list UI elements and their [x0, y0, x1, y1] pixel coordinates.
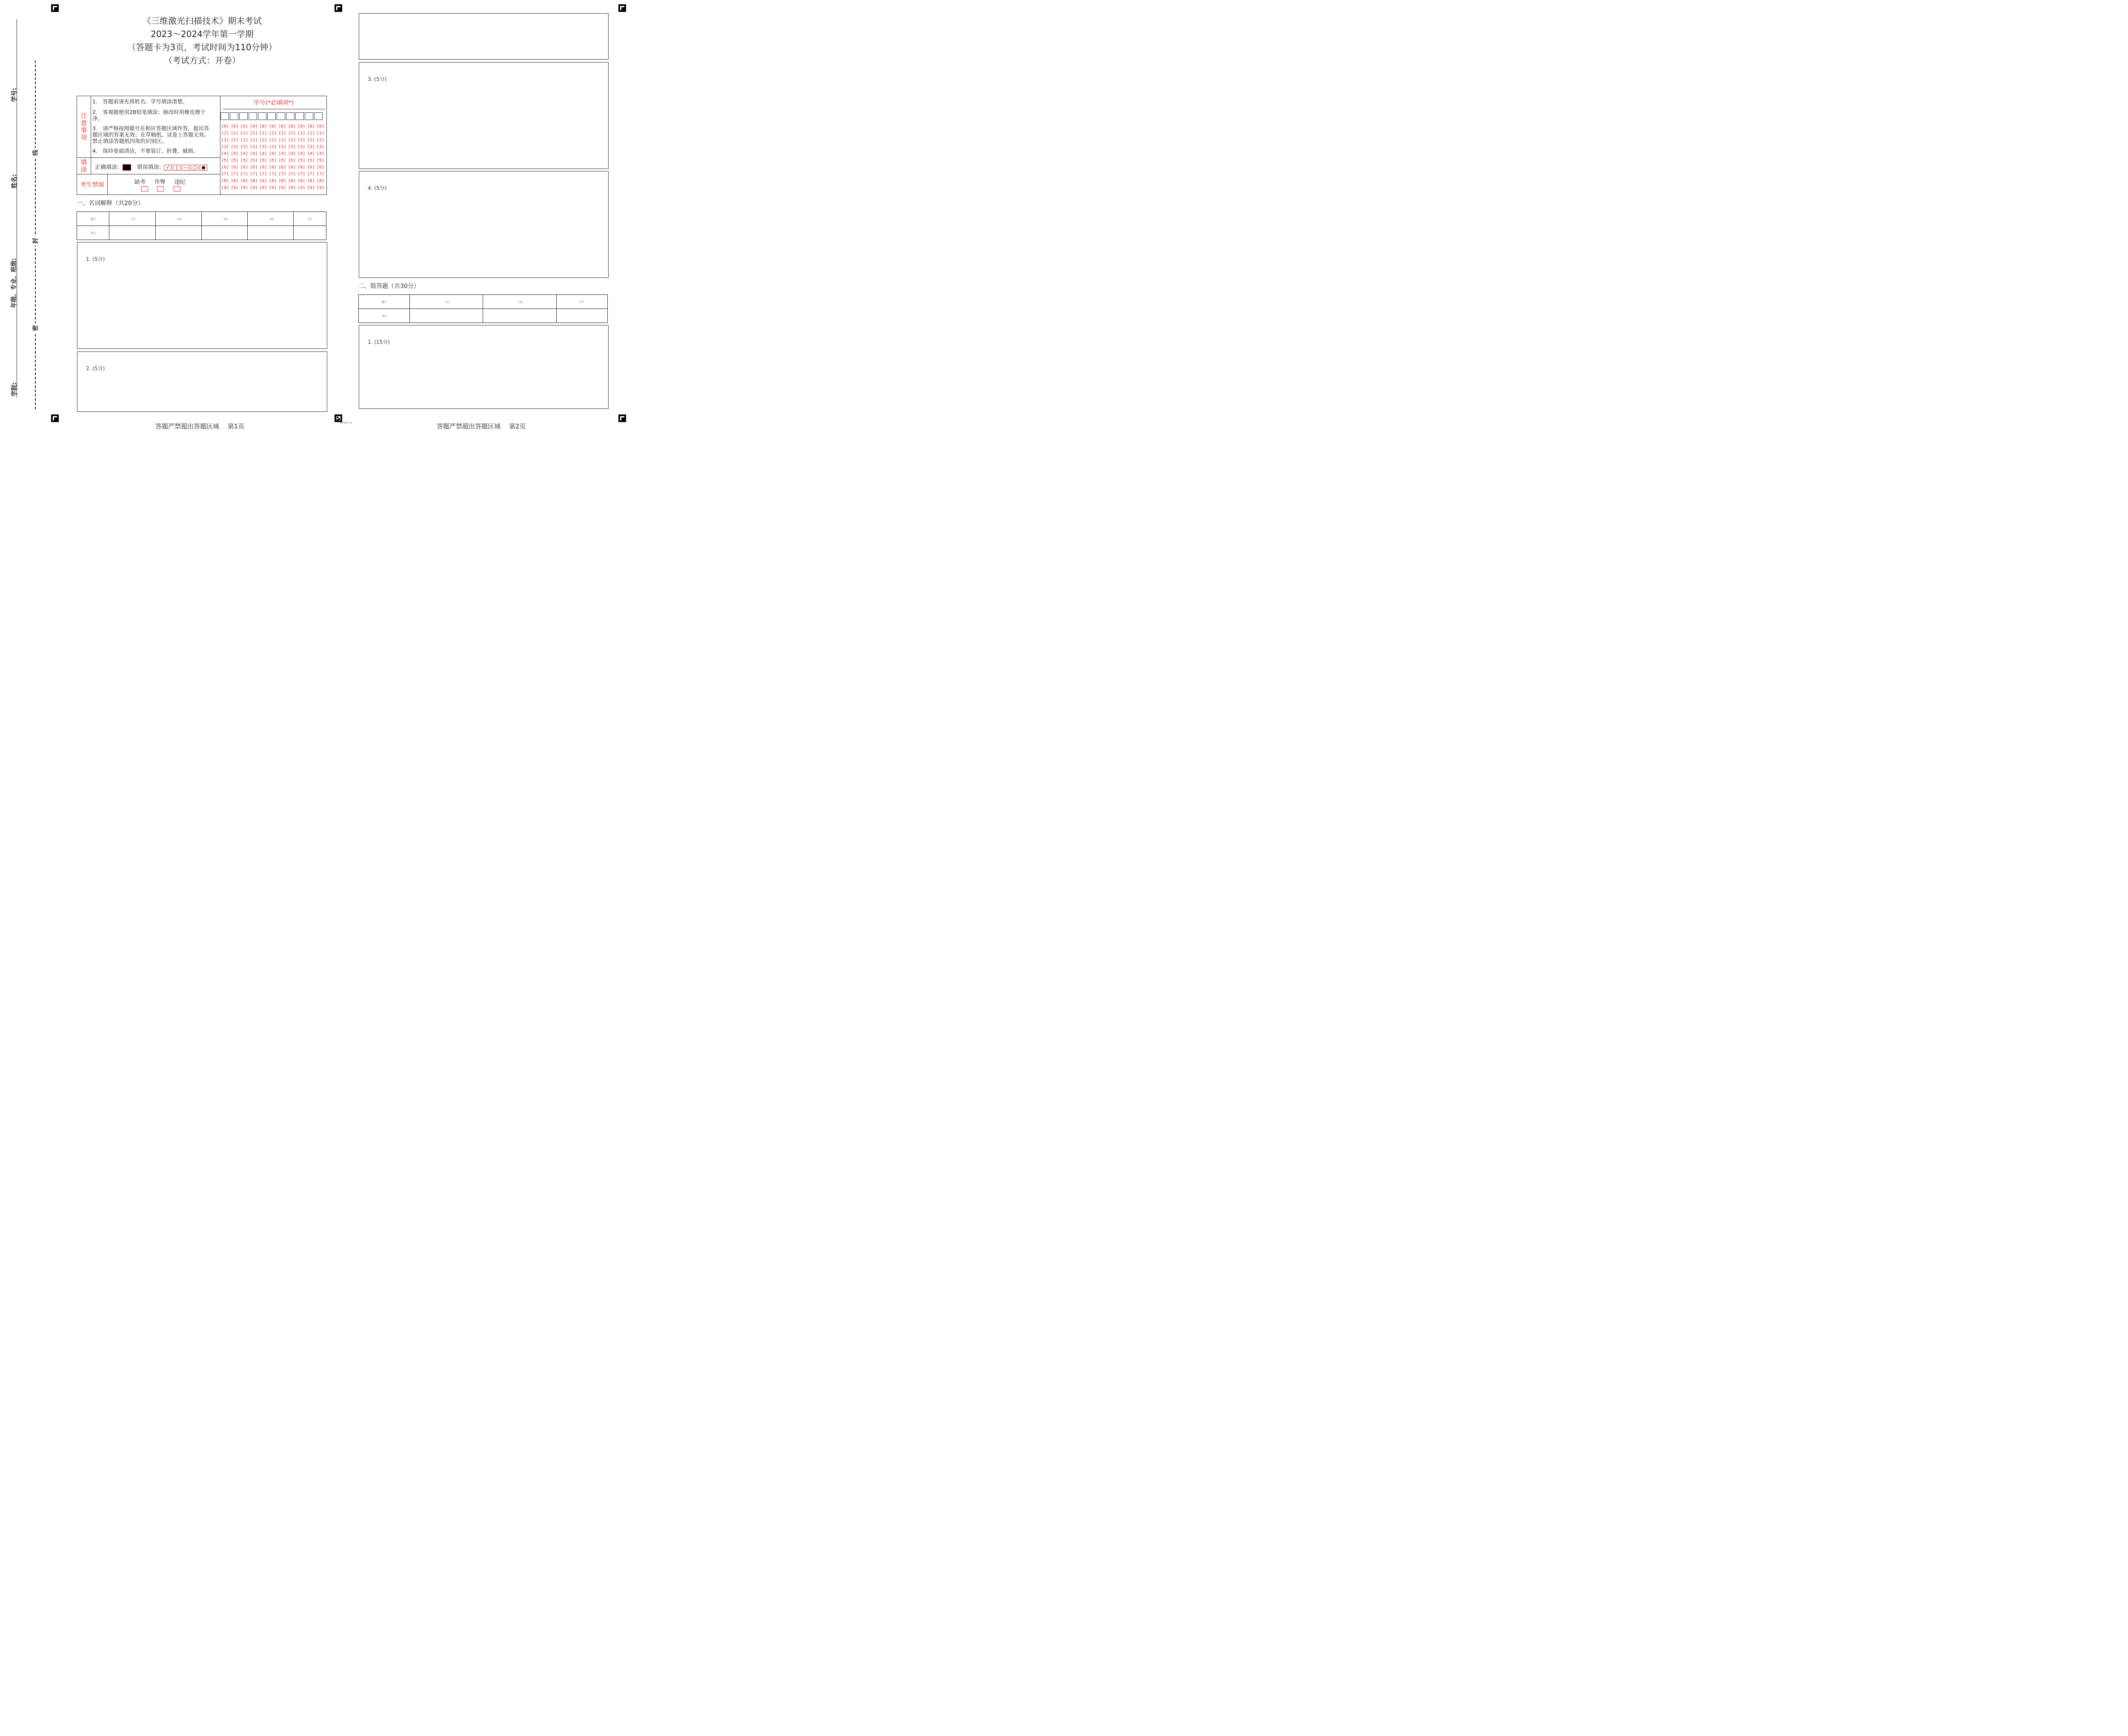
student-id-bubble[interactable]: [5] [297, 158, 306, 163]
student-id-bubble[interactable]: [5] [269, 158, 277, 163]
student-id-bubble[interactable]: [4] [221, 151, 229, 156]
student-id-bubble[interactable]: [1] [317, 131, 325, 136]
student-id-bubble[interactable]: [3] [317, 145, 325, 149]
student-id-bubble[interactable]: [7] [269, 172, 277, 177]
student-id-bubble[interactable]: [4] [307, 151, 315, 156]
answer-box-s1q3[interactable] [359, 62, 609, 169]
student-id-bubble[interactable]: [4] [259, 151, 267, 156]
student-id-bubble[interactable]: [6] [250, 165, 258, 170]
student-id-bubble[interactable]: [7] [259, 172, 267, 177]
score-header-cell: 合计 [294, 212, 326, 226]
student-id-bubble[interactable]: [4] [288, 151, 296, 156]
student-id-bubble[interactable]: [8] [250, 179, 258, 183]
exam-mode: （考试方式：开卷） [164, 55, 240, 66]
answer-box-s2q1[interactable] [359, 325, 609, 409]
corner-marker-top-middle [335, 4, 342, 12]
question-label: 3. (5分) [368, 76, 387, 82]
student-id-bubble[interactable]: [1] [231, 131, 239, 136]
student-id-bubble[interactable]: [3] [240, 145, 248, 149]
student-id-cell[interactable] [267, 112, 276, 120]
prohibit-absent-label: 缺考 [134, 179, 146, 186]
student-id-bubble[interactable]: [8] [307, 179, 315, 183]
label-class: 年级、专业、班级: [11, 258, 17, 308]
student-id-bubble[interactable]: [8] [231, 179, 239, 183]
student-id-bubble[interactable]: [3] [259, 145, 267, 149]
student-id-cell[interactable] [305, 112, 313, 120]
section2-title: 二、简答题（共30分） [358, 283, 420, 290]
prohibit-cheat-box[interactable] [157, 186, 164, 191]
prohibit-violation-label: 违纪 [174, 179, 186, 186]
student-id-bubble[interactable]: [2] [297, 138, 306, 143]
score-header-cell: 二(1) [410, 295, 483, 309]
student-id-bubble[interactable]: [6] [221, 165, 229, 170]
student-id-bubble[interactable]: [5] [250, 158, 258, 163]
question-label: 4. (5分) [368, 185, 387, 191]
corner-marker-bottom-right [618, 414, 626, 422]
student-id-bubble[interactable]: [3] [278, 145, 286, 149]
label-college: 学院: [11, 382, 18, 397]
exam-term: 2023～2024学年第一学期 [151, 29, 254, 39]
score-cell[interactable] [483, 309, 556, 323]
fill-heading: 填涂 [80, 158, 87, 173]
answer-box-s1q2[interactable] [77, 351, 327, 412]
student-id-bubble[interactable]: [5] [240, 158, 248, 163]
student-id-bubble[interactable]: [1] [259, 131, 267, 136]
student-id-bubble[interactable]: [7] [307, 172, 315, 177]
score-header-cell: 一(4) [248, 212, 294, 226]
student-id-digit-column [288, 123, 296, 191]
student-id-bubble[interactable]: [6] [269, 165, 277, 170]
wrong-fill-dash: — [182, 165, 189, 171]
exam-title: 《三维激光扫描技术》期末考试 [143, 16, 262, 26]
student-id-bubble[interactable]: [2] [240, 138, 248, 143]
margin-char-line: 线 [31, 148, 40, 157]
student-id-bubble[interactable]: [5] [221, 158, 229, 163]
student-id-bubble[interactable]: [8] [240, 179, 248, 183]
student-id-bubble[interactable]: [5] [317, 158, 325, 163]
score-header-cell: 一(1) [109, 212, 155, 226]
student-id-bubble[interactable]: [4] [240, 151, 248, 156]
student-id-cell[interactable] [286, 112, 295, 120]
student-id-bubble[interactable]: [3] [307, 145, 315, 149]
margin-dashed-line [35, 60, 36, 409]
student-id-bubble[interactable]: [6] [297, 165, 306, 170]
score-cell[interactable] [109, 226, 155, 240]
student-id-bubble[interactable]: [3] [231, 145, 239, 149]
student-id-bubble[interactable]: [9] [269, 186, 277, 190]
student-id-digit-column [260, 123, 267, 191]
student-id-cell[interactable] [239, 112, 248, 120]
student-id-bubble[interactable]: [1] [288, 131, 296, 136]
student-id-digit-column [250, 123, 257, 191]
section1-title: 一、名词解释（共20分） [77, 200, 144, 207]
student-id-bubble[interactable]: [1] [250, 131, 258, 136]
answer-box-s1q4[interactable] [359, 171, 609, 278]
corner-marker-bottom-left [51, 414, 59, 422]
student-id-cell[interactable] [249, 112, 257, 120]
footer-page1: 答题严禁超出答题区域 第1页 [155, 423, 245, 430]
margin-char-secret: 密 [31, 323, 40, 333]
score-cell[interactable] [294, 226, 326, 240]
student-id-digit-column [240, 123, 248, 191]
student-id-bubble[interactable]: [7] [250, 172, 258, 177]
student-id-bubble[interactable]: [7] [240, 172, 248, 177]
score-cell[interactable] [201, 226, 247, 240]
student-id-bubble[interactable]: [0] [288, 124, 296, 129]
student-id-bubble[interactable]: [8] [297, 179, 306, 183]
student-id-bubble[interactable]: [8] [288, 179, 296, 183]
answer-box-s1q1[interactable] [77, 242, 327, 349]
student-id-bubble[interactable]: [2] [250, 138, 258, 143]
student-id-bubble[interactable]: [8] [259, 179, 267, 183]
student-id-bubble[interactable]: [6] [288, 165, 296, 170]
score-cell[interactable] [556, 309, 607, 323]
student-id-bubble[interactable]: [0] [317, 124, 325, 129]
student-id-bubble[interactable]: [8] [317, 179, 325, 183]
student-id-bubble[interactable]: [0] [297, 124, 306, 129]
student-id-digit-column [307, 123, 315, 191]
notice-block [77, 96, 327, 195]
student-id-digit-column [297, 123, 305, 191]
label-student-no: 学号: [11, 88, 18, 102]
student-id-bubble[interactable]: [4] [231, 151, 239, 156]
student-id-bubble[interactable]: [6] [278, 165, 286, 170]
wrong-fill-check: √ [164, 165, 172, 171]
student-id-bubble[interactable]: [7] [231, 172, 239, 177]
student-id-bubble[interactable]: [2] [317, 138, 325, 143]
student-id-bubble[interactable]: [2] [269, 138, 277, 143]
student-id-bubble[interactable]: [9] [240, 186, 248, 190]
score-header-cell: 一(3) [201, 212, 247, 226]
notice-heading: 注意事项 [80, 112, 87, 141]
student-id-bubble[interactable]: [8] [221, 179, 229, 183]
student-id-bubble[interactable]: [0] [250, 124, 258, 129]
prohibit-heading: 考生禁填 [80, 181, 104, 188]
student-id-bubble[interactable]: [2] [307, 138, 315, 143]
student-id-bubble[interactable]: [7] [317, 172, 325, 177]
margin-char-seal: 封 [31, 236, 40, 246]
exam-pages-note: （答题卡为3页，考试时间为110分钟） [127, 42, 277, 52]
corner-marker-bottom-middle [335, 414, 342, 422]
student-id-bubble[interactable]: [9] [288, 186, 296, 190]
prohibit-absent-box[interactable] [141, 186, 148, 191]
student-id-bubble[interactable]: [7] [288, 172, 296, 177]
student-id-bubble[interactable]: [0] [221, 124, 229, 129]
fill-example-row [95, 163, 207, 171]
student-id-bubble[interactable]: [9] [221, 186, 229, 190]
student-id-bubble[interactable]: [0] [231, 124, 239, 129]
student-id-bubble[interactable]: [2] [278, 138, 286, 143]
student-id-bubble[interactable]: [8] [269, 179, 277, 183]
notice-item: 2. 客观题使用2B铅笔填涂；修改时用橡皮擦干净。 [92, 109, 206, 122]
student-id-digit-column [231, 123, 238, 191]
student-id-bubble[interactable]: [3] [269, 145, 277, 149]
student-id-bubble[interactable]: [7] [278, 172, 286, 177]
student-id-bubble[interactable]: [3] [250, 145, 258, 149]
student-id-digit-column [278, 123, 286, 191]
question-label: 2. (5分) [86, 365, 105, 371]
correct-fill-label: 正确填涂: [95, 164, 119, 171]
student-id-bubble[interactable]: [5] [278, 158, 286, 163]
student-id-bubble[interactable]: [3] [288, 145, 296, 149]
student-id-bubble[interactable]: [0] [240, 124, 248, 129]
student-id-bubble[interactable]: [1] [297, 131, 306, 136]
student-id-cell[interactable] [295, 112, 304, 120]
wrong-fill-dot: ● [200, 165, 207, 171]
student-id-bubble[interactable]: [4] [317, 151, 325, 156]
score-header-cell: 一(2) [155, 212, 201, 226]
student-id-input-row[interactable] [220, 112, 323, 120]
student-id-bubble[interactable]: [3] [221, 145, 229, 149]
wrong-fill-circle: ○ [191, 165, 198, 171]
student-id-bubble[interactable]: [6] [317, 165, 325, 170]
student-id-digit-column [317, 123, 324, 191]
notice-item: 4. 保持卷面清洁，不要装订、折叠、破损。 [92, 148, 199, 154]
footer-page2: 答题严禁超出答题区域 第2页 [437, 423, 526, 430]
section2-score-table [358, 294, 608, 323]
section1-score-table [77, 211, 326, 240]
student-id-bubble[interactable]: [9] [307, 186, 315, 190]
student-id-bubble[interactable]: [0] [278, 124, 286, 129]
student-id-bubble[interactable]: [1] [240, 131, 248, 136]
student-id-bubble[interactable]: [8] [278, 179, 286, 183]
student-id-bubble[interactable]: [6] [259, 165, 267, 170]
question-label: 1. (5分) [86, 256, 105, 262]
student-id-bubble[interactable]: [9] [231, 186, 239, 190]
correct-fill-sample [123, 164, 131, 171]
score-header-cell: 二(2) [483, 295, 556, 309]
student-id-bubble[interactable]: [0] [269, 124, 277, 129]
student-id-bubble[interactable]: [1] [269, 131, 277, 136]
notice-item: 3. 请严格按照题号在相应答题区域作答，超出答题区域的答案无效；在草稿纸、试卷上答题无效。禁止填涂答题纸四角的识别区。 [92, 125, 210, 144]
student-id-bubble[interactable]: [3] [297, 145, 306, 149]
student-id-bubble[interactable]: [4] [250, 151, 258, 156]
prohibit-violation-box[interactable] [174, 186, 180, 191]
student-id-bubble[interactable]: [9] [250, 186, 258, 190]
student-id-bubble[interactable]: [0] [307, 124, 315, 129]
label-name: 姓名: [11, 174, 18, 188]
corner-marker-top-left [51, 4, 59, 12]
wrong-fill-bar: | [173, 165, 180, 171]
student-id-cell[interactable] [277, 112, 285, 120]
student-id-heading: 学号(*必填项*) [253, 100, 294, 106]
student-id-bubble[interactable]: [1] [278, 131, 286, 136]
student-id-cell[interactable] [220, 112, 229, 120]
student-id-bubble[interactable]: [9] [317, 186, 325, 190]
student-id-bubble[interactable]: [1] [307, 131, 315, 136]
notice-item: 1. 答题前请先将姓名、学号填涂清楚。 [92, 98, 188, 105]
score-row-label: 得分 [77, 226, 109, 240]
student-id-bubble[interactable]: [5] [259, 158, 267, 163]
student-id-bubble[interactable]: [6] [307, 165, 315, 170]
student-id-bubble[interactable]: [7] [221, 172, 229, 177]
score-cell[interactable] [155, 226, 201, 240]
student-id-bubble[interactable]: [6] [240, 165, 248, 170]
score-header-cell: 合计 [556, 295, 607, 309]
student-id-digit-column [269, 123, 277, 191]
student-id-bubble[interactable]: [2] [288, 138, 296, 143]
student-id-bubble[interactable]: [4] [297, 151, 306, 156]
student-id-bubble[interactable]: [4] [278, 151, 286, 156]
student-id-cell[interactable] [314, 112, 323, 120]
wrong-fill-label: 错误填涂: [137, 164, 161, 171]
prohibit-cheat-label: 作弊 [154, 179, 166, 186]
student-id-bubble[interactable]: [1] [221, 131, 229, 136]
answer-box-continued[interactable] [359, 13, 609, 60]
question-label: 1. (15分) [368, 339, 390, 345]
version-label: Version 1.0 [340, 422, 352, 424]
corner-marker-top-right [618, 4, 626, 12]
student-id-bubble[interactable]: [9] [278, 186, 286, 190]
student-id-bubble[interactable]: [2] [221, 138, 229, 143]
score-header-cell: 题号 [359, 295, 410, 309]
notice-list [92, 98, 212, 154]
student-id-bubble[interactable]: [2] [259, 138, 267, 143]
student-id-bubble[interactable]: [5] [231, 158, 239, 163]
student-id-bubble[interactable]: [5] [288, 158, 296, 163]
student-id-bubble[interactable]: [9] [259, 186, 267, 190]
student-id-bubble[interactable]: [0] [259, 124, 267, 129]
score-row-label: 得分 [359, 309, 410, 323]
student-id-bubble[interactable]: [6] [231, 165, 239, 170]
student-id-cell[interactable] [230, 112, 238, 120]
student-id-bubble[interactable]: [9] [297, 186, 306, 190]
student-id-digit-column [221, 123, 229, 191]
student-id-cell[interactable] [258, 112, 266, 120]
student-id-bubble[interactable]: [2] [231, 138, 239, 143]
score-cell[interactable] [248, 226, 294, 240]
student-id-bubble[interactable]: [5] [307, 158, 315, 163]
student-id-bubble[interactable]: [4] [269, 151, 277, 156]
score-header-cell: 题号 [77, 212, 109, 226]
score-cell[interactable] [410, 309, 483, 323]
student-id-bubble[interactable]: [7] [297, 172, 306, 177]
